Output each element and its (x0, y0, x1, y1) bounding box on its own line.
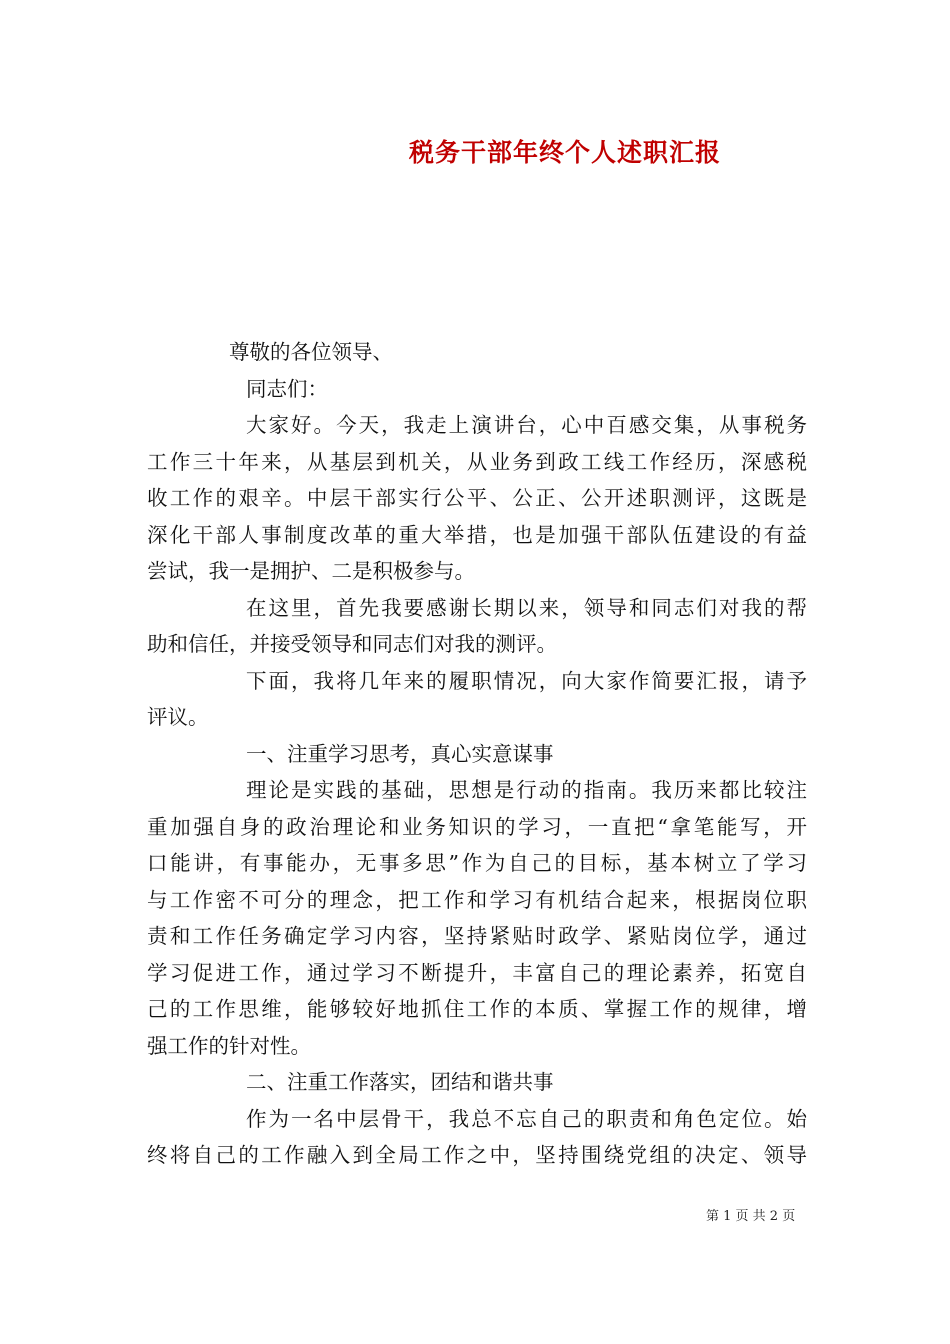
salutation-line: 同志们： (246, 376, 328, 401)
page-number: 第 1 页 共 2 页 (706, 1209, 796, 1224)
page-title: 税务干部年终个人述职汇报 (408, 138, 721, 167)
paragraph-line: 口能讲，有事能办，无事多思”作为自己的目标，基本树立了学习 (147, 851, 807, 875)
paragraph-line: 工作三十年来，从基层到机关，从业务到政工线工作经历，深感税 (147, 449, 807, 474)
paragraph-line: 理论是实践的基础，思想是行动的指南。我历来都比较注 (246, 778, 807, 802)
paragraph-line: 尝试，我一是拥护、二是积极参与。 (147, 559, 475, 583)
section-heading: 一、注重学习思考，真心实意谋事 (246, 741, 554, 766)
paragraph-line: 强工作的针对性。 (147, 1033, 311, 1058)
paragraph-line: 在这里，首先我要感谢长期以来，领导和同志们对我的帮 (246, 595, 807, 620)
document-body (147, 334, 807, 1174)
paragraph-line: 与工作密不可分的理念，把工作和学习有机结合起来，根据岗位职 (147, 887, 807, 912)
salutation-line: 尊敬的各位领导、 (229, 340, 393, 364)
paragraph-line: 深化干部人事制度改革的重大举措，也是加强干部队伍建设的有益 (147, 522, 807, 547)
paragraph-line: 助和信任，并接受领导和同志们对我的测评。 (147, 632, 557, 656)
paragraph-line: 大家好。今天，我走上演讲台，心中百感交集，从事税务 (246, 413, 807, 437)
paragraph-line: 终将自己的工作融入到全局工作之中，坚持围绕党组的决定、领导 (147, 1143, 807, 1167)
paragraph-line: 收工作的艰辛。中层干部实行公平、公正、公开述职测评，这既是 (147, 486, 807, 510)
paragraph-line: 下面，我将几年来的履职情况，向大家作简要汇报，请予 (246, 668, 807, 693)
paragraph-line: 重加强自身的政治理论和业务知识的学习，一直把“拿笔能写，开 (147, 814, 807, 839)
paragraph-line: 学习促进工作，通过学习不断提升，丰富自己的理论素养，拓宽自 (147, 960, 807, 985)
paragraph-line: 责和工作任务确定学习内容，坚持紧贴时政学、紧贴岗位学，通过 (147, 924, 807, 948)
paragraph-line: 评议。 (147, 705, 209, 729)
paragraph-line: 作为一名中层骨干，我总不忘自己的职责和角色定位。始 (246, 1106, 807, 1131)
paragraph-line: 己的工作思维，能够较好地抓住工作的本质、掌握工作的规律，增 (147, 997, 807, 1021)
section-heading: 二、注重工作落实，团结和谐共事 (246, 1070, 554, 1094)
